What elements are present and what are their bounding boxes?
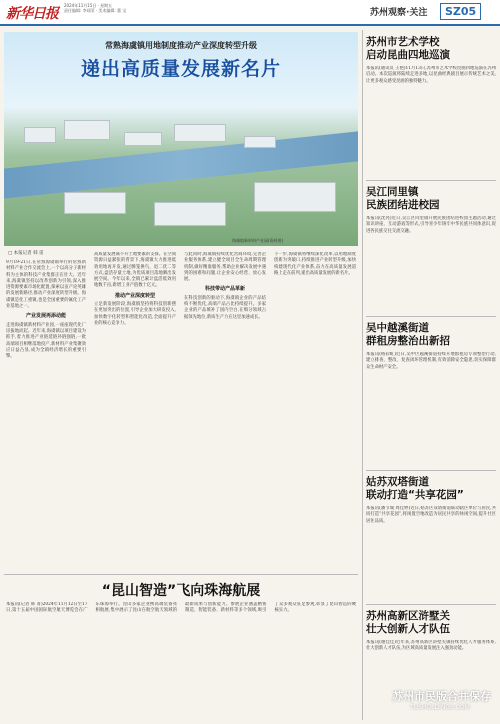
paragraph: 在科技创新的驱动下,海虞镇企业的产品结构不断优化,高端产品占比持续提升。多家企业的产品填补了国内空白,在细分领域占据领先地位,新质生产力在这里加速成长。 — [184, 295, 266, 320]
section-name: 苏州观察·关注 — [370, 8, 428, 18]
paragraph: 走进海虞镇新材料产业园,一座座现代化厂房拔地而起。近年来,海虞镇以项目建设为抓手,着力推进产业链延链补链强链,一批高端项目相继落地投产,新材料产业集聚效应日益凸显,成为全镇经济增长的重要引擎。 — [6, 322, 86, 360]
byline: □ 本报记者 韩 雷 — [8, 251, 44, 256]
column-divider — [362, 30, 363, 720]
masthead — [0, 0, 500, 24]
issue-meta — [64, 3, 126, 13]
header-rule — [0, 24, 500, 26]
lead-title: 递出高质量发展新名片 — [80, 58, 281, 80]
side-headline: 吴中越溪街道 群租房整治出新招 — [366, 322, 450, 347]
divider — [4, 574, 358, 575]
subheading: 推动产业深度转型 — [114, 292, 155, 299]
side-headline: 苏州高新区浒墅关 壮大创新人才队伍 — [366, 610, 450, 635]
factory-building — [244, 136, 276, 148]
side-article-body: 本报讯(通讯员 王艳)11月13日,苏州市艺术学校昆曲四地巡演在苏州启动。本次巡演将陆续走进多地,以昆曲经典剧目展示传统艺术之美,让更多观众感受昆曲的独特魅力。 — [366, 66, 496, 84]
subheading: 产业发展再添动能 — [25, 313, 66, 320]
side-headline: 姑苏双塔街道 联动打造“共享花园” — [366, 476, 464, 501]
paragraph: 高质量发展离不开土地要素的支撑。在空间资源日益紧张的背景下,海虞镇大力推进低效用地再开发,通过腾笼换鸟、退二优二等方式,盘活存量土地,为优质项目落地腾出发展空间。今年以来,全镇已累计盘活低效用地数千亩,新增工业产值数十亿元。 — [94, 252, 176, 289]
divider — [366, 470, 496, 471]
issue-date: 2024年11月15日 · 星期五 — [64, 3, 113, 8]
article-column-1 — [6, 260, 86, 572]
side-article-body: 本报讯(杨彩虹)近日,吴中区越溪街道持续开展群租房专项整治行动,建立排查、整改、复查闭环管理机制,有效消除安全隐患,切实保障群众生命财产安全。 — [366, 352, 496, 370]
side-headline: 吴江同里镇 民族团结进校园 — [366, 186, 440, 211]
paragraph: 9月19-21日,在常熟海虞镇举行的常熟新材料产业合作交流会上,一个以高分子新材料为主体的科技产业集群正在壮大。近年来,海虞镇坚持以改革创新为引领,深入推进资源要素市场化配置,探索以亩产论英雄的发展新路径,推动产业深度转型升级。海虞镇是化工重镇,也是全国重要的氟化工产业基地之一。 — [6, 260, 86, 310]
side-article-body: 本报讯(潘节瑜 周佳婷)近日,姑苏区双塔街道联动辖区单位与居民,共同打造“共享花园”,将闲置空地改造为居民共享的休闲空间,提升社区居住品质。 — [366, 506, 496, 524]
lead-subtitle: 常熟海虞镇用地制度推动产业深度转型升级 — [105, 40, 257, 50]
paragraph: 立足新发展阶段,海虞镇坚持将科技创新摆在更加突出的位置,引导企业加大研发投入,加快数字化转型和智能化改造,全面提升产业的核心竞争力。 — [94, 302, 176, 326]
factory-building — [154, 202, 226, 226]
side-headline: 苏州市艺术学校 启动昆曲四地巡演 — [366, 36, 450, 61]
article-column-2 — [94, 252, 176, 572]
side-article-body: 本报讯(沈亮)近日,吴江区同里镇开展民族团结进校园主题活动,通过知识讲座、互动游戏等形式,引导青少年铸牢中华民族共同体意识,促进各民族交往交流交融。 — [366, 216, 496, 234]
factory-building — [254, 182, 336, 212]
paragraph: 下一步,海虞镇将继续深化改革,以用地制度创新为突破口,持续推进产业转型升级,加快构建现代化产业体系,奋力在高质量发展道路上走在前列,递出高质量发展的新名片。 — [274, 252, 356, 276]
feature-title: “昆山智造”飞向珠海航展 — [101, 583, 261, 599]
factory-building — [174, 124, 226, 142]
factory-building — [64, 192, 126, 214]
article-column-4 — [274, 252, 356, 572]
divider — [366, 604, 496, 605]
newspaper-logo: 新华日报 — [6, 6, 58, 22]
factory-building — [24, 127, 56, 143]
watermark: 苏州市民版合并保存 — [392, 690, 491, 703]
watermark-url: TUSHOLDINGS.COM — [410, 704, 470, 711]
divider — [366, 316, 496, 317]
photo-caption: 海虞镇新材料产业园(资料图) — [232, 238, 284, 243]
page-code: SZ05 — [440, 3, 481, 20]
factory-building — [64, 120, 110, 140]
paragraph: 与此同时,海虞镇持续优化营商环境,完善企业服务体系,建立健全项目全生命周期管理机制,做好精准服务,帮助企业解决发展中遇到的困难和问题,让企业安心经营、放心发展。 — [184, 252, 266, 283]
side-article-body: 本报讯(谢佳佳)近年来,苏州高新区浒墅关镇持续优化人才服务体系,壮大创新人才队伍,为区域高质量发展注入强劲动能。 — [366, 640, 496, 652]
article-column-3 — [184, 252, 266, 572]
divider — [366, 180, 496, 181]
factory-building — [124, 132, 162, 146]
subheading: 科技带动产品革新 — [204, 286, 245, 293]
hero-photo — [4, 32, 358, 246]
issue-editors: 责任编辑: 李翊菲 · 美术编辑: 董 宝 — [64, 8, 127, 13]
feature-body: 本报讯(记者 韩 菁)2024年11月12日至17日,第十五届中国国际航空航天博览会在广东珠海举行。昆山多家企业携高端装备亮相航展,集中展示了昆山在航空航天领域的最新成果与创新能力。参展企业涵盖精密制造、智能装备、新材料等多个领域,吸引了众多观众驻足参观,彰显了昆山智造的硬核实力。 — [6, 602, 356, 614]
